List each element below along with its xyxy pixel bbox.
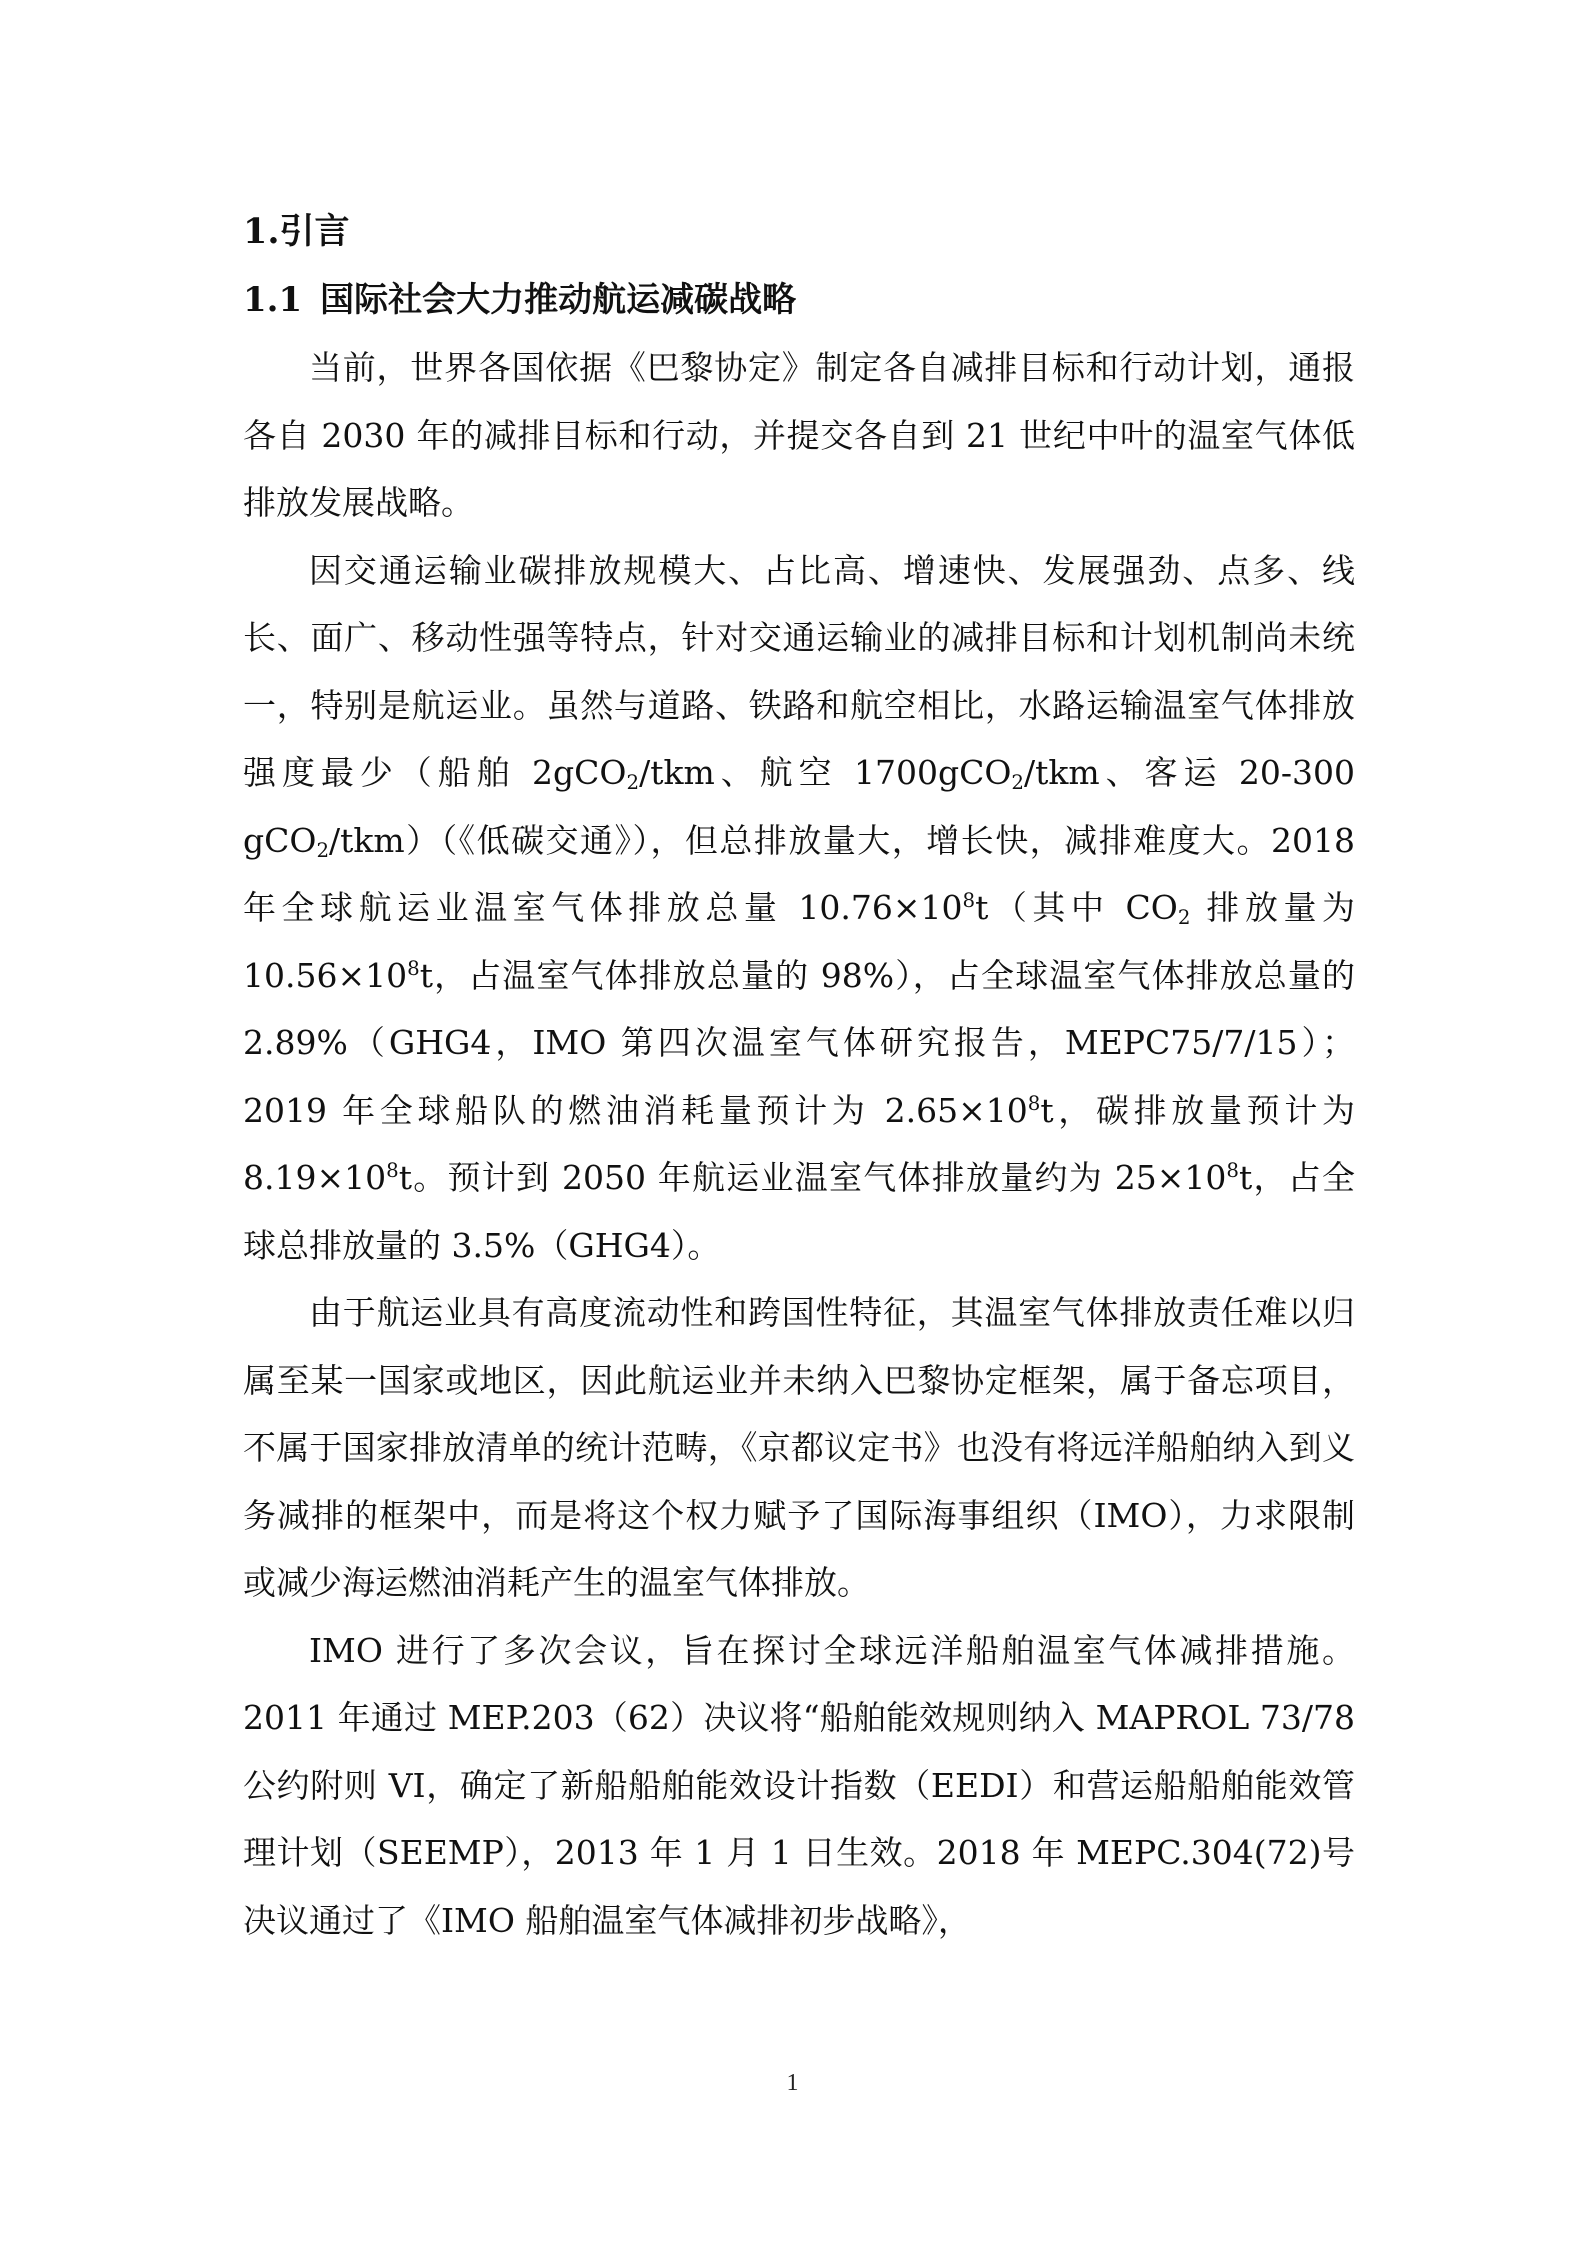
page-number: 1 <box>786 2070 799 2096</box>
section-heading: 1.引言 <box>243 211 350 252</box>
superscript: 8 <box>407 956 420 980</box>
text-segment: t，碳排放量预计为 8.19×10 <box>243 1090 1355 1197</box>
superscript: 8 <box>1027 1091 1041 1115</box>
subscript: 2 <box>1011 770 1024 794</box>
paragraph-transport-emissions <box>243 537 1355 1280</box>
text-segment: /tkm）（《低碳交通》），但总排放量大，增长快，减排难度大。2018 年全球航运业温室气体排放总量 10.76×10 <box>243 820 1355 927</box>
text-segment: 因交通运输业碳排放规模大、占比高、增速快、发展强劲、点多、线长、面广、移动性强等特点，针对交通运输业的减排目标和计划机制尚未统一，特别是航运业。虽然与道路、铁路和航空相比，水路运输温室气体排放强度最少（船舶 2gCO <box>243 550 1355 792</box>
text-segment: t（其中 CO <box>975 888 1178 927</box>
text-segment: /tkm、航空 1700gCO <box>639 753 1012 792</box>
subsection-heading <box>243 266 1355 334</box>
superscript: 8 <box>1226 1159 1239 1183</box>
paragraph-imo-measures: IMO 进行了多次会议，旨在探讨全球远洋船舶温室气体减排措施。2011 年通过 MEP.203（62）决议将“船舶能效规则纳入 MAPROL 73/78 公约附则 VI，确定了新船船舶能效设计指数（EEDI）和营运船船舶能效管理计划（SEEMP），2013 年 1 月 1 日生效。2018 年 MEPC.304(72)号决议通过了《IMO 船舶温室气体减排初步战略》， <box>243 1630 1355 1940</box>
subscript: 2 <box>1177 905 1191 929</box>
subsection-number: 1.1 <box>243 280 303 320</box>
paragraph-emission-targets: 当前，世界各国依据《巴黎协定》制定各自减排目标和行动计划，通报各自 2030 年的减排目标和行动，并提交各自到 21 世纪中叶的温室气体低排放发展战略。 <box>243 348 1355 522</box>
subscript: 2 <box>626 770 640 794</box>
text-segment: t，占温室气体排放总量的 98%），占全球温室气体排放总量的 2.89%（GHG4，IMO 第四次温室气体研究报告，MEPC75/7/15）；2019 年全球船队的燃油消耗量预计为 2.65×10 <box>243 955 1355 1130</box>
superscript: 8 <box>386 1159 399 1183</box>
paragraph-shipping-responsibility: 由于航运业具有高度流动性和跨国性特征，其温室气体排放责任难以归属至某一国家或地区，因此航运业并未纳入巴黎协定框架，属于备忘项目，不属于国家排放清单的统计范畴，《京都议定书》也没有将远洋船舶纳入到义务减排的框架中，而是将这个权力赋予了国际海事组织（IMO），力求限制或减少海运燃油消耗产生的温室气体排放。 <box>243 1293 1355 1602</box>
subscript: 2 <box>316 838 330 862</box>
text-segment: /tkm、客运 20-300 gCO <box>243 753 1355 860</box>
superscript: 8 <box>962 889 976 913</box>
document-page <box>243 198 1355 1954</box>
text-segment: t。预计到 2050 年航运业温室气体排放量约为 25×10 <box>398 1158 1227 1197</box>
text-segment: t，占全球总排放量的 3.5%（GHG4）。 <box>243 1158 1355 1265</box>
text-segment: 排放量为 10.56×10 <box>243 888 1356 995</box>
subsection-title: 国际社会大力推动航运减碳战略 <box>320 280 797 320</box>
